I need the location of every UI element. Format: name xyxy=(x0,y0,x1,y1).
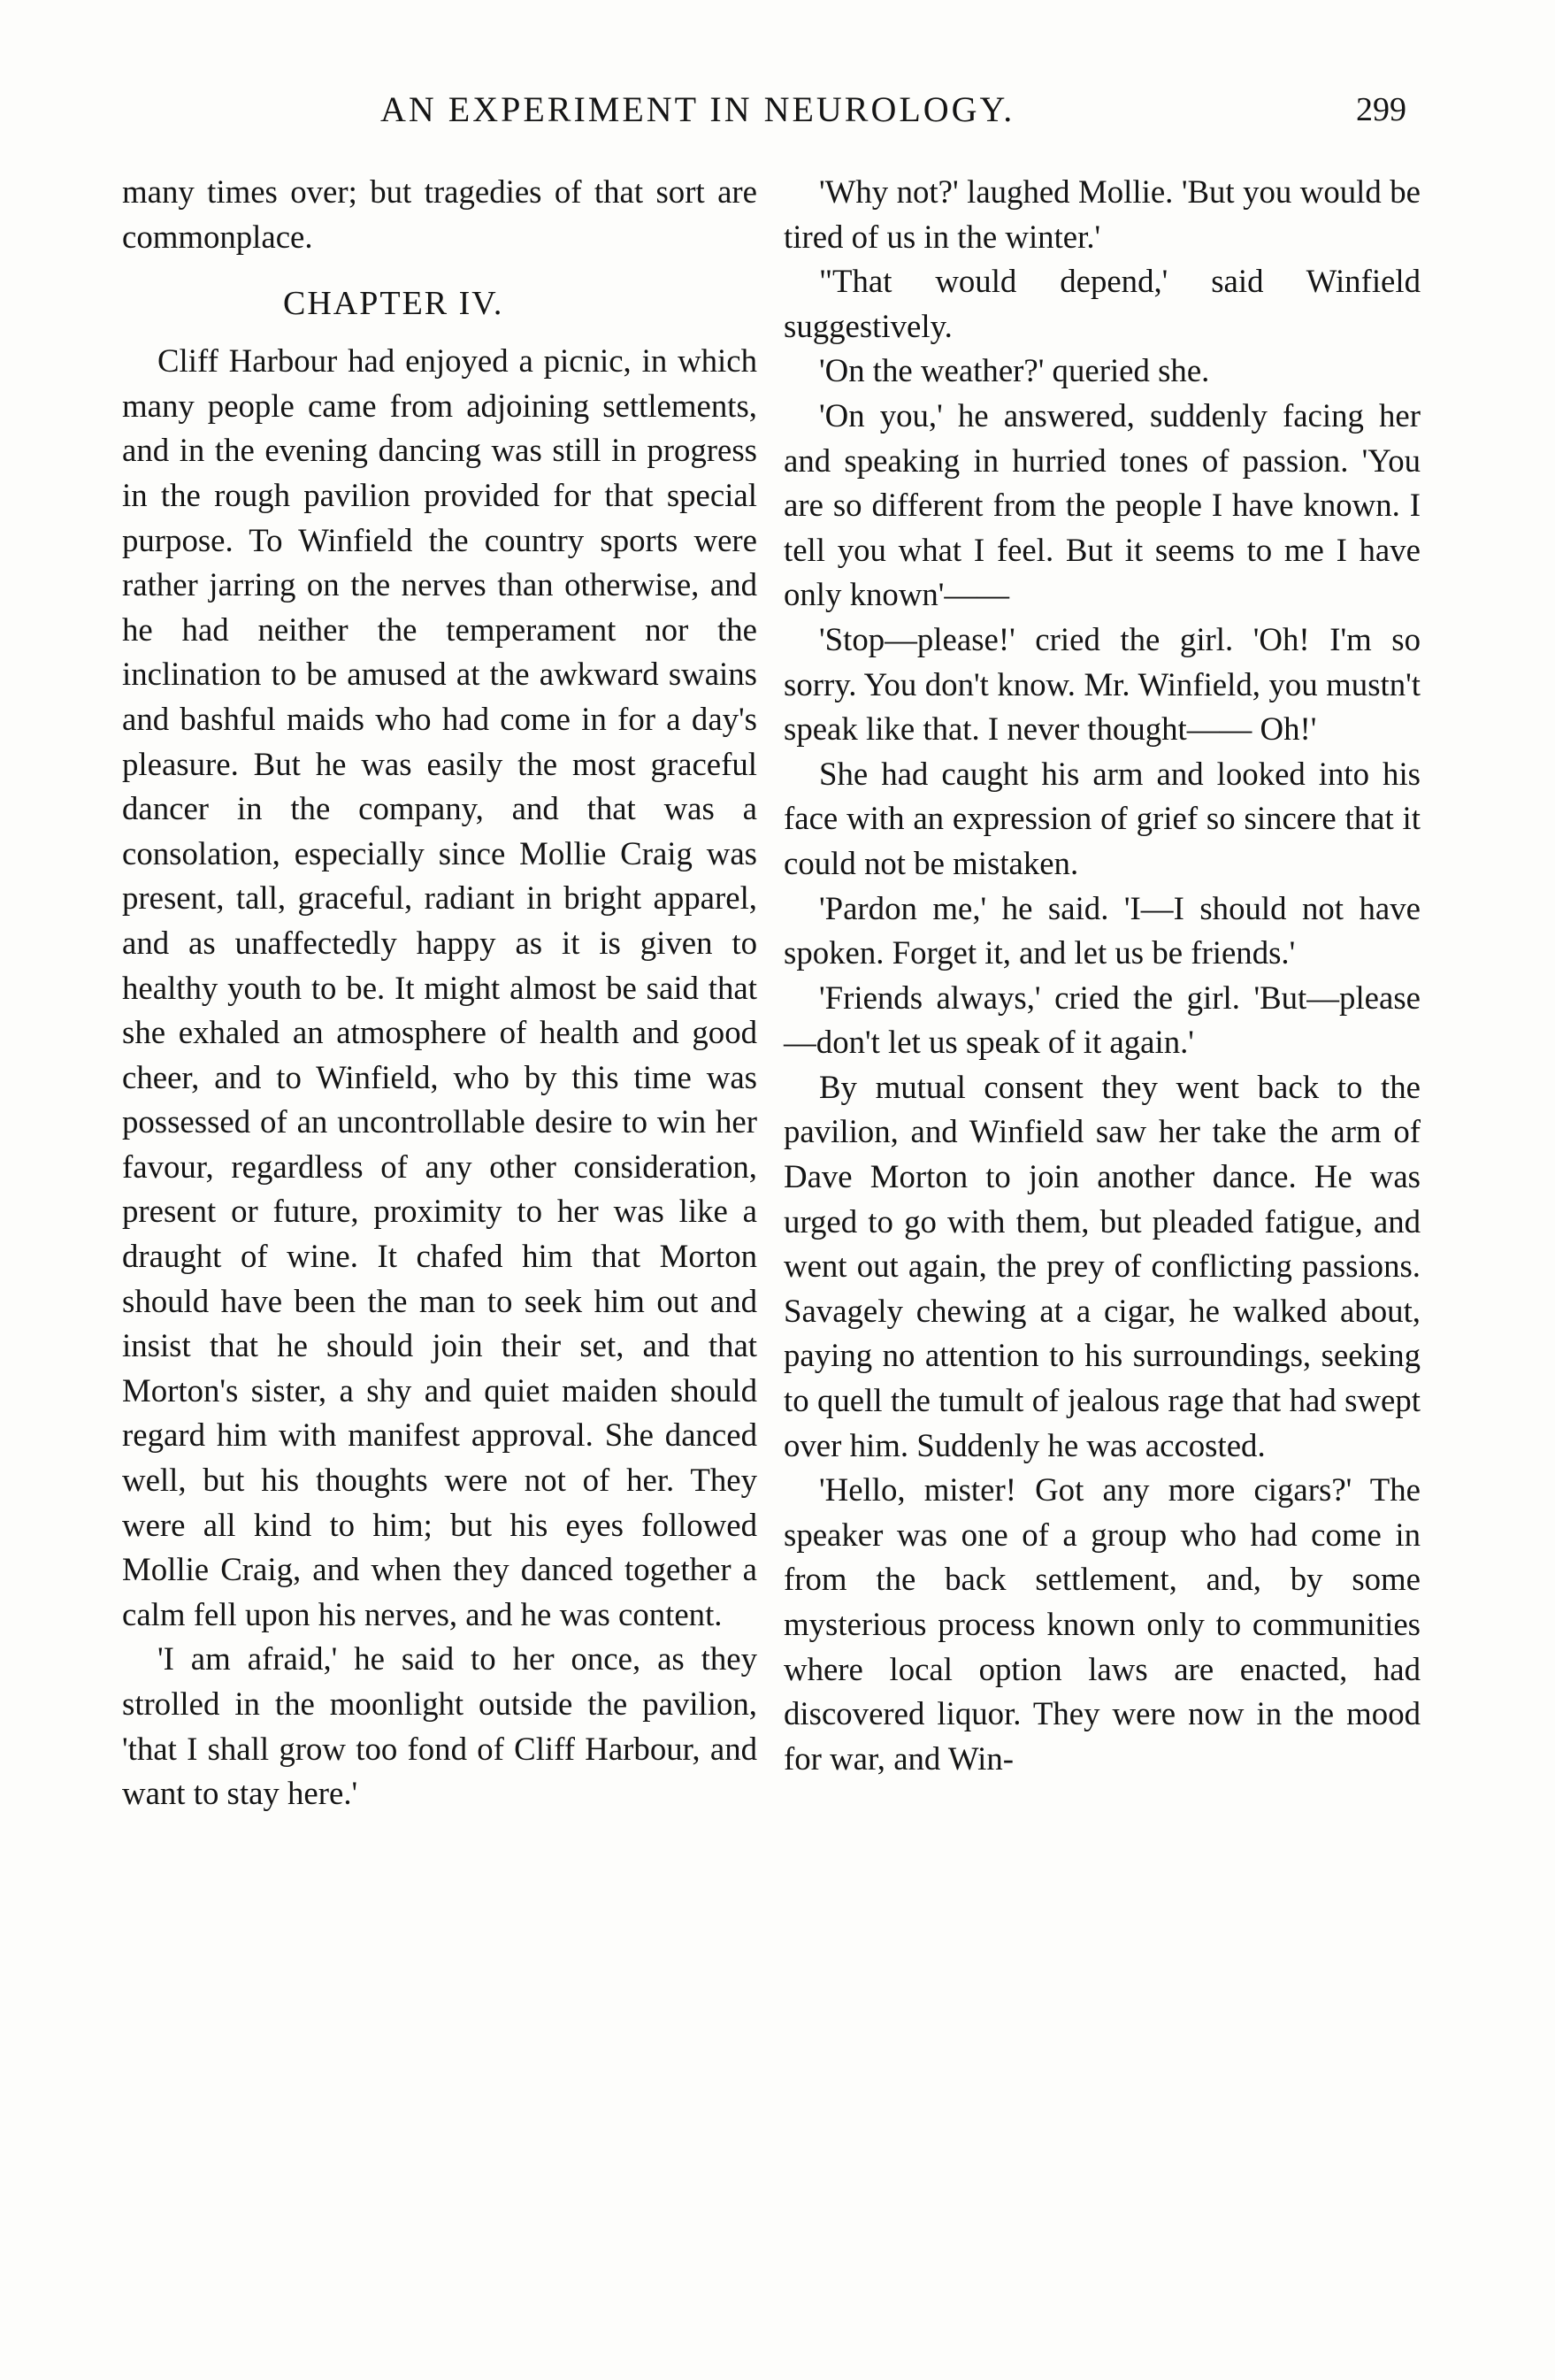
paragraph: 'On you,' he answered, suddenly facing her and speaking in hurried tones of passion. 'You are so different from the people I have known. I tell you what I feel. But it seems to me I have only known'—— xyxy=(784,396,1421,613)
right-column xyxy=(784,170,1421,1781)
continuation-paragraph: many times over; but tragedies of that sort are commonplace. xyxy=(122,173,757,255)
paragraph: By mutual consent they went back to the pavilion, and Winfield saw her take the arm of Dave Morton to join another dance. He was urged to go with them, but pleaded fatigue, and went out again, the prey of conflicting passions. Savagely chewing at a cigar, he walked about, paying no attention to his surroundings, seeking to quell the tumult of jealous rage that had swept over him. Suddenly he was accosted. xyxy=(784,1068,1421,1463)
page-header xyxy=(124,88,1415,150)
paragraph: 'Why not?' laughed Mollie. 'But you would be tired of us in the winter.' xyxy=(784,173,1421,255)
paragraph: Cliff Harbour had enjoyed a picnic, in which many people came from adjoining settlements, and in the evening dancing was still in progress in the rough pavilion provided for that special purpose. To Winfield the country sports were rather jarring on the nerves than otherwise, and he had neither the temperament nor the inclination to be amused at the awkward swains and bashful maids who had come in for a day's pleasure. But he was easily the most graceful dancer in the company, and that was a consolation, especially since Mollie Craig was present, tall, graceful, radiant in bright apparel, and as unaffectedly happy as it is given to healthy youth to be. It might almost be said that she exhaled an atmosphere of health and good cheer, and to Winfield, who by this time was possessed of an uncontrollable desire to win her favour, regardless of any other consideration, present or future, proximity to her was like a draught of wine. It chafed him that Morton should have been the man to seek him out and insist that he should join their set, and that Morton's sister, a shy and quiet maiden should regard him with manifest approval. She danced well, but his thoughts were not of her. They were all kind to him; but his eyes followed Mollie Craig, and when they danced together a calm fell upon his nerves, and he was content. xyxy=(122,342,757,1632)
paragraph: 'On the weather?' queried she. xyxy=(819,352,1210,389)
paragraph: "That would depend,' said Winfield suggestively. xyxy=(784,263,1421,344)
paragraph: 'Hello, mister! Got any more cigars?' The speaker was one of a group who had come in from the back settlement, and, by some mysterious process known only to communities where local option laws are enacted, had discovered liquor. They were now in the mood for war, and Win- xyxy=(784,1471,1421,1777)
paragraph: She had caught his arm and looked into his face with an expression of grief so sincere that it could not be mistaken. xyxy=(784,755,1421,881)
page-number: 299 xyxy=(1356,91,1406,128)
paragraph: 'Friends always,' cried the girl. 'But—please—don't let us speak of it again.' xyxy=(784,979,1421,1061)
running-title: AN EXPERIMENT IN NEUROLOGY. xyxy=(380,89,1015,129)
chapter-heading: CHAPTER IV. xyxy=(283,285,504,323)
paragraph: 'Stop—please!' cried the girl. 'Oh! I'm so sorry. You don't know. Mr. Winfield, you mustn't speak like that. I never thought—— Oh!' xyxy=(784,620,1421,748)
left-column xyxy=(122,170,757,1816)
paragraph: 'Pardon me,' he said. 'I—I should not have spoken. Forget it, and let us be friends.' xyxy=(784,889,1421,971)
paragraph: 'I am afraid,' he said to her once, as they strolled in the moonlight outside the pavilion, 'that I shall grow too fond of Cliff Harbour, and want to stay here.' xyxy=(122,1640,757,1812)
